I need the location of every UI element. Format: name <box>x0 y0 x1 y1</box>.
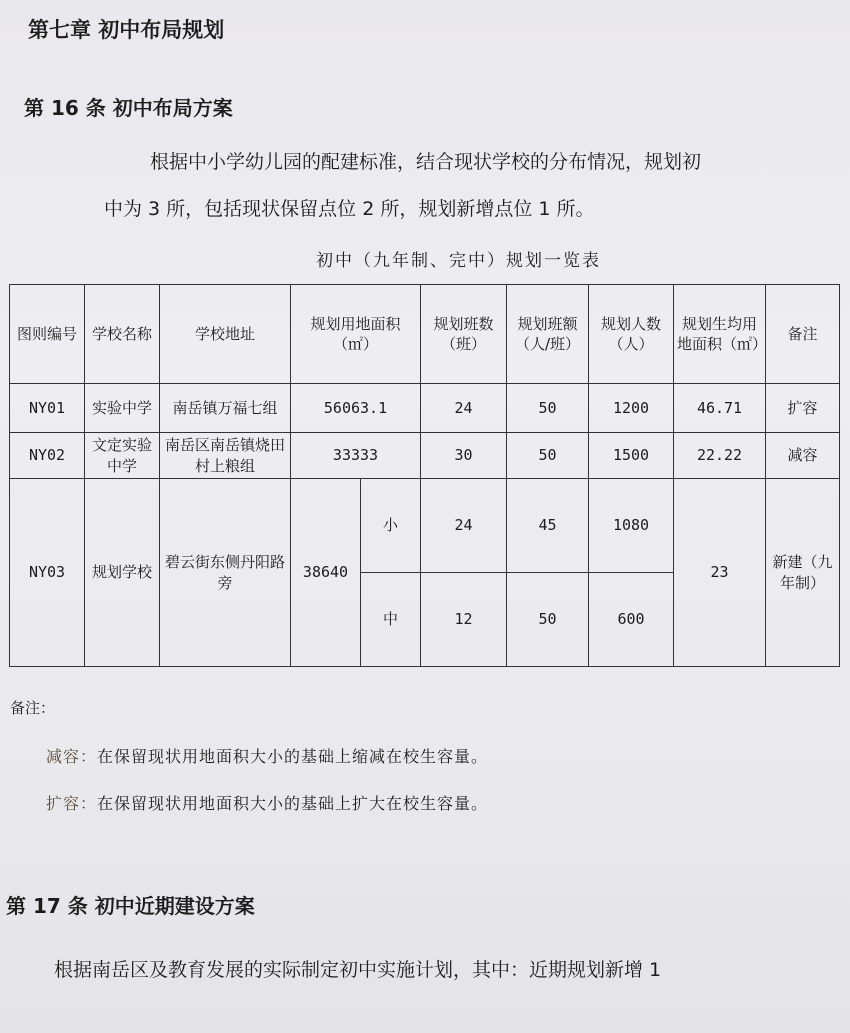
cell-students: 600 <box>589 573 674 667</box>
header-class-size: 规划班额（人/班） <box>507 285 589 384</box>
cell-students: 1500 <box>589 433 674 479</box>
cell-remark: 新建（九年制） <box>766 479 840 667</box>
cell-land-area: 33333 <box>291 433 421 479</box>
note-item <box>46 791 488 814</box>
header-name: 学校名称 <box>85 285 160 384</box>
article-16-title: 第 16 条 初中布局方案 <box>24 96 233 120</box>
cell-class-size: 50 <box>507 433 589 479</box>
table-caption: 初中（九年制、完中）规划一览表 <box>316 251 601 271</box>
header-remark: 备注 <box>766 285 840 384</box>
note-text: 在保留现状用地面积大小的基础上缩减在校生容量。 <box>97 747 489 766</box>
header-id: 图则编号 <box>10 285 85 384</box>
article-16-paragraph-line1: 根据中小学幼儿园的配建标准，结合现状学校的分布情况，规划初 <box>150 151 702 173</box>
cell-id: NY03 <box>10 479 85 667</box>
cell-classes: 12 <box>421 573 507 667</box>
table-header-row <box>10 285 840 384</box>
header-students: 规划人数（人） <box>589 285 674 384</box>
cell-level: 中 <box>361 573 421 667</box>
header-land-area: 规划用地面积（㎡） <box>291 285 421 384</box>
plan-table <box>9 284 840 667</box>
cell-id: NY02 <box>10 433 85 479</box>
cell-classes: 30 <box>421 433 507 479</box>
note-item <box>46 744 488 767</box>
chapter-title: 第七章 初中布局规划 <box>28 18 225 42</box>
cell-address: 南岳镇万福七组 <box>160 384 291 433</box>
header-classes: 规划班数（班） <box>421 285 507 384</box>
note-term: 减容： <box>46 747 98 766</box>
cell-class-size: 50 <box>507 384 589 433</box>
header-address: 学校地址 <box>160 285 291 384</box>
note-text: 在保留现状用地面积大小的基础上扩大在校生容量。 <box>97 794 489 813</box>
article-16-paragraph-line2: 中为 3 所，包括现状保留点位 2 所，规划新增点位 1 所。 <box>104 198 595 220</box>
cell-name: 文定实验中学 <box>85 433 160 479</box>
cell-classes: 24 <box>421 479 507 573</box>
table-row <box>10 384 840 433</box>
cell-remark: 扩容 <box>766 384 840 433</box>
cell-name: 实验中学 <box>85 384 160 433</box>
cell-class-size: 50 <box>507 573 589 667</box>
cell-classes: 24 <box>421 384 507 433</box>
cell-students: 1080 <box>589 479 674 573</box>
header-per-student: 规划生均用地面积（㎡） <box>674 285 766 384</box>
note-term: 扩容： <box>46 794 98 813</box>
cell-remark: 减容 <box>766 433 840 479</box>
cell-per-student: 22.22 <box>674 433 766 479</box>
notes-title: 备注： <box>10 699 56 717</box>
cell-students: 1200 <box>589 384 674 433</box>
cell-address: 碧云街东侧丹阳路旁 <box>160 479 291 667</box>
cell-name: 规划学校 <box>85 479 160 667</box>
cell-level: 小 <box>361 479 421 573</box>
cell-land-area: 56063.1 <box>291 384 421 433</box>
cell-land-area: 38640 <box>291 479 361 667</box>
cell-address: 南岳区南岳镇烧田村上粮组 <box>160 433 291 479</box>
cell-class-size: 45 <box>507 479 589 573</box>
cell-id: NY01 <box>10 384 85 433</box>
cell-per-student: 46.71 <box>674 384 766 433</box>
cell-per-student: 23 <box>674 479 766 667</box>
table-row <box>10 433 840 479</box>
article-17-title: 第 17 条 初中近期建设方案 <box>6 894 255 918</box>
table-row <box>10 479 840 573</box>
article-17-paragraph-line1: 根据南岳区及教育发展的实际制定初中实施计划，其中：近期规划新增 1 <box>54 959 662 981</box>
